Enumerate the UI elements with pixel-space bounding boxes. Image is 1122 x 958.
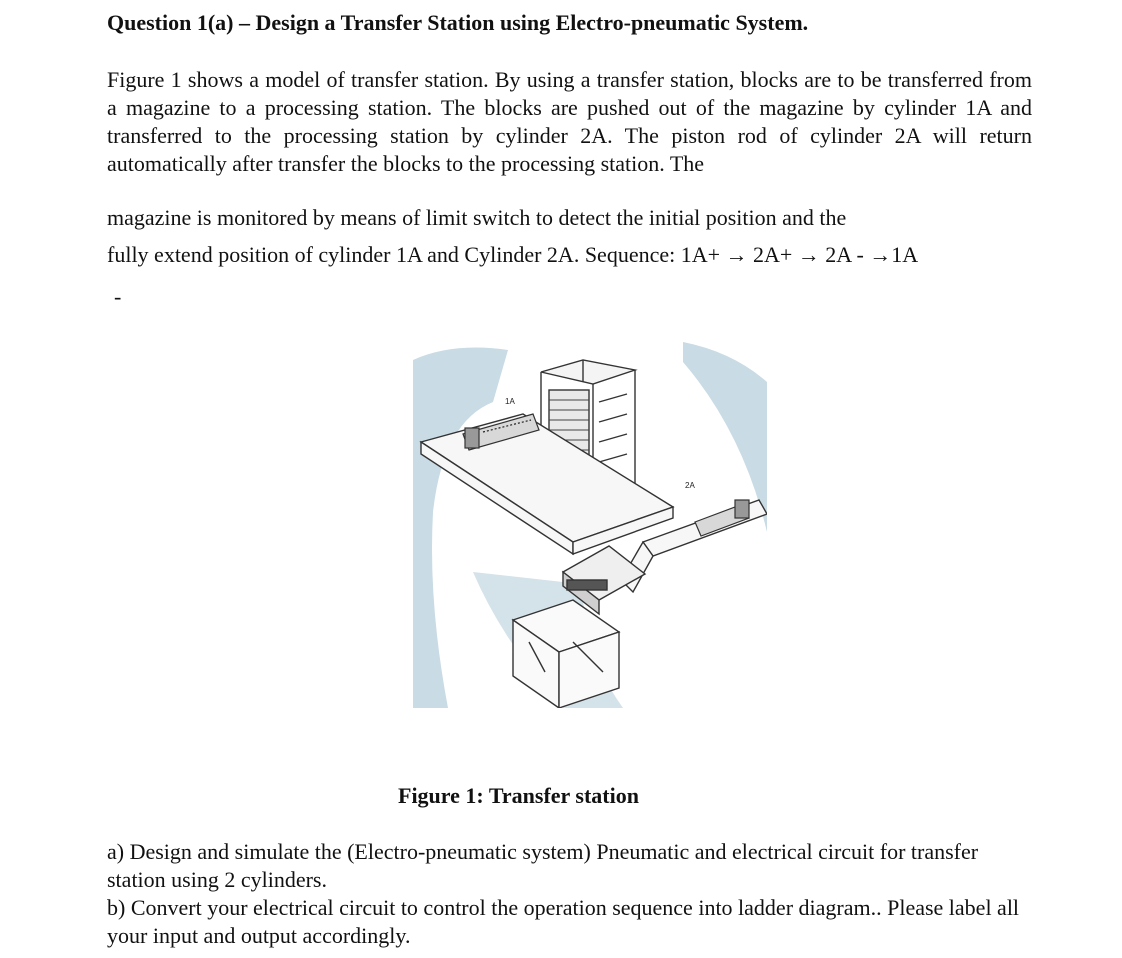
label-1a: 1A <box>505 397 515 406</box>
task-b: b) Convert your electrical circuit to control the operation sequence into ladder diagram.. Please label all your input and output accordingly. <box>107 895 1020 948</box>
stray-dash: - <box>114 284 122 309</box>
question-paragraph: Figure 1 shows a model of transfer station. By using a transfer station, blocks are to be transferred from a magazine to a processing station. The blocks are pushed out of the magazine by cylinder 1A and transferred to the processing station by cylinder 2A. The piston rod of cylinder 2A will return automatically after transfer the blocks to the processing station. The <box>107 67 1032 176</box>
collection-box <box>513 600 619 708</box>
magazine-line: magazine is monitored by means of limit switch to detect the initial position and the <box>107 205 847 230</box>
question-heading: Question 1(a) – Design a Transfer Station using Electro-pneumatic System. <box>107 10 809 35</box>
figure-caption: Figure 1: Transfer station <box>398 783 639 808</box>
transfer-station-figure <box>413 342 767 708</box>
transfer-station-drawing <box>413 342 767 708</box>
watermark-left-shape <box>413 348 508 708</box>
label-2a: 2A <box>685 481 695 490</box>
sequence-line: fully extend position of cylinder 1A and Cylinder 2A. Sequence: 1A+ → 2A+ → 2A - →1A <box>107 242 919 267</box>
task-a: a) Design and simulate the (Electro-pneumatic system) Pneumatic and electrical circuit for transfer station using 2 cylinders. <box>107 839 979 892</box>
